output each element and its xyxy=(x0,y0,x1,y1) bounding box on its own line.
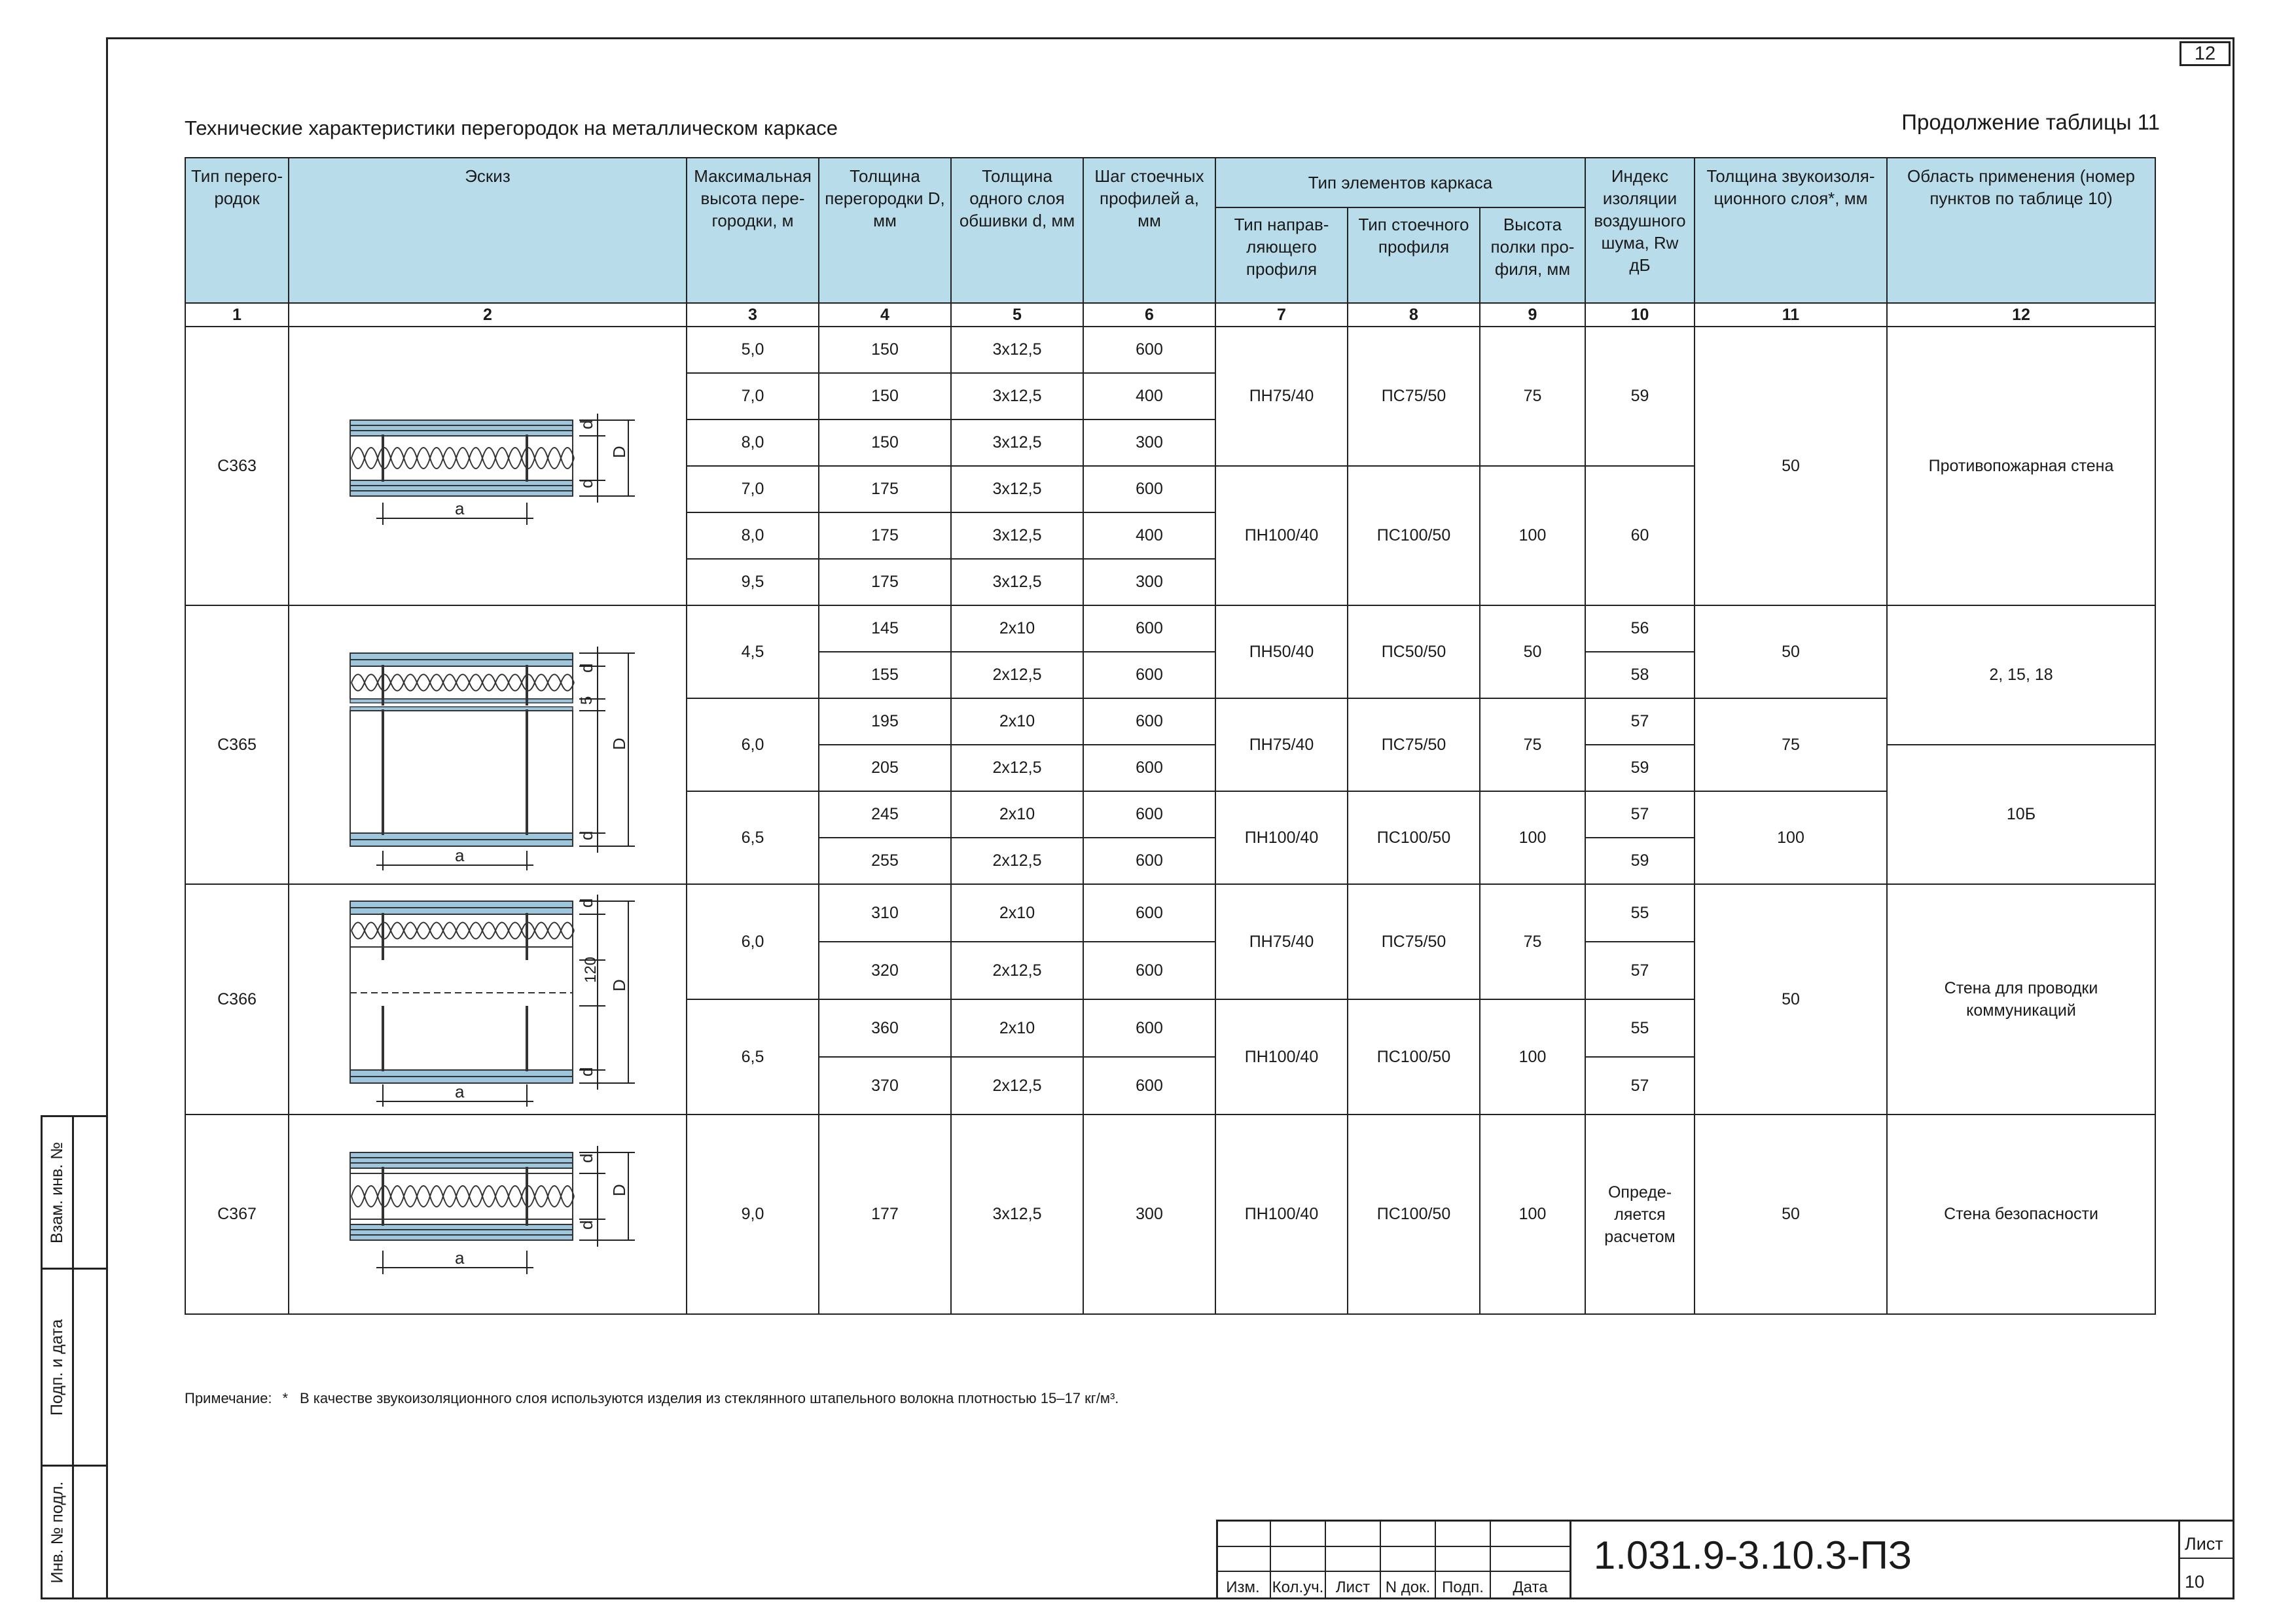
type-c363: С363 xyxy=(185,327,289,605)
table-row: 8,0 150 3x12,5 300 xyxy=(185,419,2155,466)
svg-text:d: d xyxy=(577,478,596,488)
svg-text:а: а xyxy=(455,1082,465,1101)
svg-text:d: d xyxy=(577,898,596,908)
table-row: 7,0 150 3x12,5 400 xyxy=(185,373,2155,419)
side-label-sign: Подп. и дата xyxy=(43,1270,74,1465)
sketch-c367 xyxy=(289,1115,687,1314)
table-row: 320 2x12,5 600 57 xyxy=(185,942,2155,999)
table-row: 9,5 175 3x12,5 300 xyxy=(185,559,2155,605)
svg-text:D: D xyxy=(609,979,629,991)
svg-text:5: 5 xyxy=(578,696,596,705)
header-area: Область применения (номер пунктов по таблице 10) xyxy=(1887,158,2155,303)
tb-list: Лист xyxy=(1335,1578,1371,1596)
table-row: 155 2x12,5 600 58 xyxy=(185,652,2155,698)
svg-text:d: d xyxy=(577,1220,596,1230)
svg-text:а: а xyxy=(455,1247,465,1268)
table-row: 6,5 360 2x10 600 ПН100/40 ПС100/50 100 55 xyxy=(185,999,2155,1057)
area-c363: Противопожарная стена xyxy=(1887,327,2155,605)
svg-text:D: D xyxy=(609,738,629,750)
sketch-c366 xyxy=(289,884,687,1115)
side-label-inv: Взам. инв. № xyxy=(43,1117,74,1268)
table-note: Примечание: * В качестве звукоизоляционного слоя используются изделия из стеклянного штапельного волокна плотностью 15–17 кг/м³. xyxy=(185,1390,1119,1406)
type-c367: С367 xyxy=(185,1115,289,1314)
title-block xyxy=(1216,1520,2234,1599)
sheet-number: 10 xyxy=(2185,1572,2205,1592)
tb-izm: Изм. xyxy=(1226,1578,1260,1596)
area-c367: Стена безопасности xyxy=(1887,1115,2155,1314)
table-row: С365 а d 5 d D 4,5 145 2x10 600 ПН50/40 ПС50/50 50 56 50 2, 15, 18 xyxy=(185,605,2155,652)
document-code: 1.031.9-3.10.3-ПЗ xyxy=(1593,1533,1912,1577)
tb-ndoc: N док. xyxy=(1385,1578,1431,1596)
header-max-height: Максимальная высота пере-городки, м xyxy=(687,158,819,303)
header-sheathing: Толщина одного слоя обшивки d, мм xyxy=(951,158,1083,303)
header-step: Шаг стоечных профилей а, мм xyxy=(1083,158,1215,303)
area-c365-a: 2, 15, 18 xyxy=(1887,605,2155,745)
table-row: С366 а d 120 d D 6,0 310 2x10 600 ПН75/40 ПС75/50 75 55 50 Стена для проводки коммуникаций xyxy=(185,884,2155,942)
partition-sketch-c363 xyxy=(304,394,671,538)
header-guide: Тип направ-ляющего профиля xyxy=(1215,207,1348,303)
svg-text:а: а xyxy=(455,846,465,865)
svg-text:d: d xyxy=(577,419,596,429)
page-number: 12 xyxy=(2179,41,2231,66)
table-row: 205 2x12,5 600 59 10Б xyxy=(185,745,2155,791)
svg-text:а: а xyxy=(455,499,465,518)
table-title: Технические характеристики перегородок на металлическом каркасе xyxy=(185,116,838,139)
table-row: 370 2x12,5 600 57 xyxy=(185,1057,2155,1115)
sketch-c365 xyxy=(289,605,687,884)
table-row: 255 2x12,5 600 59 xyxy=(185,838,2155,884)
svg-text:d: d xyxy=(577,1067,596,1077)
header-insulation: Толщина звукоизоля-ционного слоя*, мм xyxy=(1695,158,1887,303)
column-numbers-row: 1 2 3 4 5 6 7 8 9 10 11 12 xyxy=(185,303,2155,327)
svg-text:d: d xyxy=(577,663,596,673)
header-thickness: Толщина перегородки D, мм xyxy=(819,158,951,303)
side-stamp-strip xyxy=(41,1115,108,1599)
header-flange: Высота полки про-филя, мм xyxy=(1480,207,1585,303)
partition-sketch-c367 xyxy=(304,1126,671,1303)
type-c365: С365 xyxy=(185,605,289,884)
header-rw: Индекс изоляции воздушного шума, Rw дБ xyxy=(1585,158,1695,303)
tb-data: Дата xyxy=(1513,1578,1548,1596)
table-row: С363 а d d D 5,0 150 3x12,5 600 ПН75/40 ПС75/50 75 59 50 Противопожарная стена xyxy=(185,327,2155,373)
area-c365-b: 10Б xyxy=(1887,745,2155,884)
header-stud: Тип стоечного профиля xyxy=(1348,207,1480,303)
partition-sketch-c366 xyxy=(304,888,671,1111)
table-row: 6,0 195 2x10 600 ПН75/40 ПС75/50 75 57 75 xyxy=(185,698,2155,745)
header-type: Тип перего-родок xyxy=(185,158,289,303)
table-row: С367 а d d D 9,0 177 3x12,5 300 ПН100/40 ПС100/50 100 Опреде-ляется расчетом 50 Стена безопасности xyxy=(185,1115,2155,1314)
partition-sketch-c365 xyxy=(304,614,671,876)
tb-podp: Подп. xyxy=(1442,1578,1484,1596)
svg-text:d: d xyxy=(577,1153,596,1163)
type-c366: С366 xyxy=(185,884,289,1115)
table-row: 6,5 245 2x10 600 ПН100/40 ПС100/50 100 57 100 xyxy=(185,791,2155,838)
svg-text:D: D xyxy=(609,446,629,458)
sketch-c363 xyxy=(289,327,687,605)
header-frame-group: Тип элементов каркаса xyxy=(1215,158,1585,207)
table-row: 8,0 175 3x12,5 400 xyxy=(185,512,2155,559)
table-continuation: Продолжение таблицы 11 xyxy=(1901,110,2160,134)
sheet-label: Лист xyxy=(2185,1534,2223,1554)
side-label-orig: Инв. № подл. xyxy=(43,1467,74,1597)
svg-text:120: 120 xyxy=(582,956,600,983)
spec-table xyxy=(185,157,2156,1315)
svg-text:D: D xyxy=(609,1183,629,1196)
area-c366: Стена для проводки коммуникаций xyxy=(1887,884,2155,1115)
table-row: 7,0 175 3x12,5 600 ПН100/40 ПС100/50 100 60 xyxy=(185,466,2155,512)
tb-kolvo: Кол.уч. xyxy=(1272,1578,1324,1596)
header-sketch: Эскиз xyxy=(289,158,687,303)
svg-text:d: d xyxy=(577,830,596,840)
